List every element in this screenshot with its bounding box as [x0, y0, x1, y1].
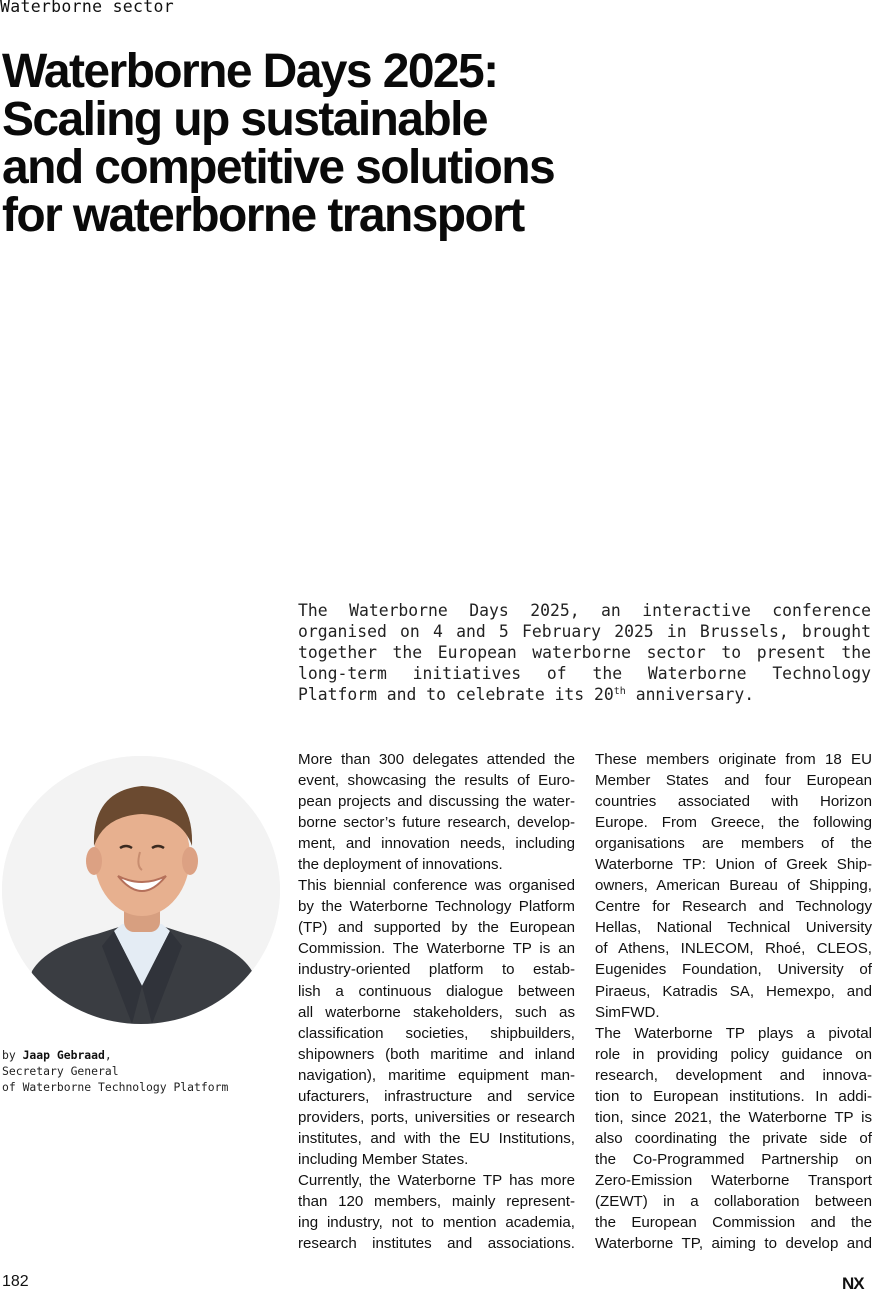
headline-line: Waterborne Days 2025: [2, 45, 498, 98]
body-line: role in providing policy guidance on [595, 1045, 872, 1063]
lead-last-text-end: anniversary. [625, 685, 755, 704]
body-line: ment, and innovation needs, including [298, 835, 575, 853]
body-line: Currently, the Waterborne TP has more [298, 1171, 575, 1189]
lead-line: long-term initiatives of the Waterborne Technology [298, 664, 871, 683]
lead-line: together the European waterborne sector to present the [298, 643, 871, 662]
body-line: Eugenides Foundation, University of [595, 961, 872, 979]
page-number: 182 [2, 1273, 29, 1290]
lead-last-text: Platform and to celebrate its 20 [298, 685, 614, 704]
lead-line: organised on 4 and 5 February 2025 in Brussels, brought [298, 622, 871, 641]
body-line: lish a continuous dialogue between [298, 982, 575, 1000]
body-line: owners, American Bureau of Shipping, [595, 877, 872, 895]
byline-author-line [2, 1047, 228, 1063]
body-column-1 [298, 749, 575, 1254]
section-label: Waterborne sector [0, 0, 174, 16]
byline-comma: , [104, 1048, 112, 1062]
body-column-2 [595, 749, 872, 1254]
body-line: ufacturers, infrastructure and service [298, 1087, 575, 1105]
body-line: than 120 members, mainly represent- [298, 1192, 575, 1210]
body-line: including Member States. [298, 1150, 469, 1168]
body-line: the European Commission and the [595, 1214, 872, 1232]
body-line: also coordinating the private side of [595, 1129, 872, 1147]
body-line: organisations are members of the [595, 835, 872, 853]
body-line: institutes, and with the EU Institutions, [298, 1129, 575, 1147]
body-line: Piraeus, Katradis SA, Hemexpo, and [595, 982, 872, 1000]
headline-line: for waterborne transport [2, 189, 524, 242]
body-line: by the Waterborne Technology Platform [298, 898, 575, 916]
body-line: Commission. The Waterborne TP is an [298, 940, 575, 958]
lead-paragraph [298, 600, 871, 705]
body-line: the Co-Programmed Partnership on [595, 1150, 872, 1168]
body-line: Zero-Emission Waterborne Transport [595, 1171, 872, 1189]
lead-line [298, 684, 871, 705]
body-line: countries associated with Horizon [595, 793, 872, 811]
body-line: pean projects and discussing the water- [298, 793, 575, 811]
body-line: industry-oriented platform to estab- [298, 961, 575, 979]
byline [2, 1047, 228, 1095]
body-line: providers, ports, universities or research [298, 1108, 575, 1126]
body-line: SimFWD. [595, 1003, 660, 1021]
lead-line: The Waterborne Days 2025, an interactive conference [298, 601, 871, 620]
headline-line: Scaling up sustainable [2, 93, 487, 146]
author-photo-illustration [2, 756, 280, 1024]
body-line: Hellas, National Technical University [595, 919, 872, 937]
ordinal-suffix: th [613, 686, 626, 697]
body-line: of Athens, INLECOM, Rhoé, CLEOS, [595, 940, 872, 958]
body-line: More than 300 delegates attended the [298, 751, 575, 768]
article-headline [2, 45, 722, 242]
body-line: The Waterborne TP plays a pivotal [595, 1024, 872, 1042]
author-role: Secretary General [2, 1064, 119, 1078]
body-line: event, showcasing the results of Euro- [298, 772, 575, 790]
body-line: the deployment of innovations. [298, 856, 503, 874]
body-line: all waterborne stakeholders, such as [298, 1003, 575, 1021]
body-line: shipowners (both maritime and inland [298, 1045, 575, 1063]
body-line: ing industry, not to mention academia, [298, 1214, 575, 1232]
brand-logo: NX [842, 1274, 864, 1293]
author-name: Jaap Gebraad [22, 1048, 105, 1062]
author-portrait [2, 756, 280, 1024]
byline-prefix: by [2, 1048, 23, 1062]
author-organisation: of Waterborne Technology Platform [2, 1080, 229, 1094]
body-line: Europe. From Greece, the following [595, 814, 872, 832]
body-line: Member States and four European [595, 772, 872, 790]
body-line: These members originate from 18 EU [595, 751, 872, 768]
body-line: Waterborne TP: Union of Greek Ship- [595, 856, 872, 874]
body-line: navigation), maritime equipment man- [298, 1066, 575, 1084]
body-line: tion, since 2021, the Waterborne TP is [595, 1108, 872, 1126]
body-line: (ZEWT) in a collaboration between [595, 1192, 872, 1210]
headline-line: and competitive solutions [2, 141, 555, 194]
body-line: borne sector’s future research, develop- [298, 814, 575, 832]
body-line: research, development and innova- [595, 1066, 872, 1084]
body-line: classification societies, shipbuilders, [298, 1024, 575, 1042]
body-line: research institutes and associations. [298, 1235, 575, 1253]
body-line: This biennial conference was organised [298, 877, 575, 895]
body-line: (TP) and supported by the European [298, 919, 575, 937]
body-line: Centre for Research and Technology [595, 898, 872, 916]
body-line: tion to European institutions. In addi- [595, 1087, 872, 1105]
body-line: Waterborne TP, aiming to develop and [595, 1235, 872, 1253]
